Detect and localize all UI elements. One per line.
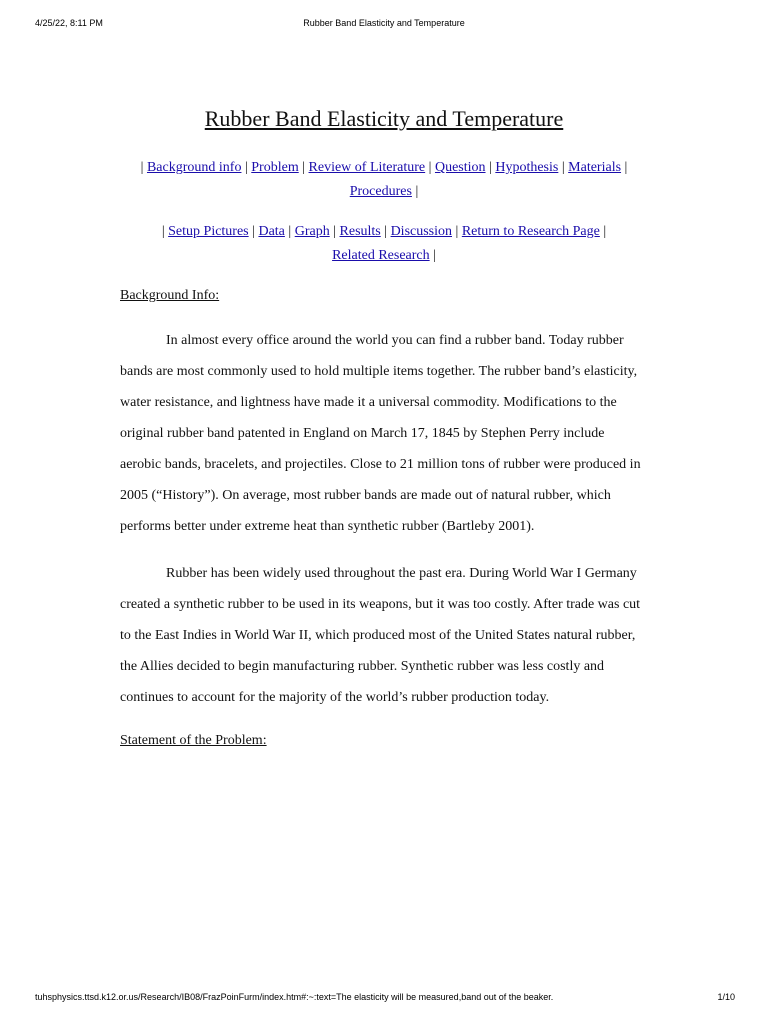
nav-link-problem[interactable]: Problem [251,160,299,175]
nav-link-materials[interactable]: Materials [568,160,622,175]
nav-link-review-of-literature[interactable]: Review of Literature [308,160,426,175]
nav-separator: | [433,248,436,263]
print-url: tuhsphysics.ttsd.k12.or.us/Research/IB08/FrazPoinFurm/index.htm#:~:text=The elasticity will be measured,band out of the beaker. [35,992,554,1002]
nav-separator: | [288,224,292,239]
nav-link-procedures[interactable]: Procedures [349,184,412,199]
nav-separator: | [603,224,607,239]
nav-separator: | [244,160,248,175]
paragraph-background-2: Rubber has been widely used throughout the past era. During World War I Germany created a synthetic rubber to be used in its weapons, but it was too costly. After trade was cut to the East Indies in World War II, which produced most of the United States natural rubber, the Allies decided to begin manufacturing rubber. Synthetic rubber was less costly and continues to account for the majority of the world’s rubber production today. [120,566,641,705]
nav-link-results[interactable]: Results [339,224,381,239]
page-title: Rubber Band Elasticity and Temperature [204,106,564,131]
nav-separator: | [140,160,144,175]
nav-link-graph[interactable]: Graph [294,224,330,239]
nav-link-setup-pictures[interactable]: Setup Pictures [168,224,249,239]
nav-separator: | [252,224,255,239]
nav-link-question[interactable]: Question [434,160,486,175]
nav-link-discussion[interactable]: Discussion [390,224,453,239]
section-heading-statement-of-problem: Statement of the Problem: [120,733,267,748]
nav-link-background-info[interactable]: Background info [146,160,242,175]
nav-separator: | [624,160,628,175]
nav-row-1 [120,156,648,204]
nav-separator: | [415,184,419,199]
nav-separator: | [428,160,432,175]
page-content [120,96,648,751]
nav-separator: | [302,160,306,175]
nav-link-return-to-research-page[interactable]: Return to Research Page [461,224,600,239]
nav-separator: | [333,224,337,239]
print-datetime: 4/25/22, 8:11 PM [35,18,103,28]
paragraph-background-1: In almost every office around the world you can find a rubber band. Today rubber bands are most commonly used to hold multiple items together. The rubber band’s elasticity, water resistance, and lightness have made it a universal commodity. Modifications to the original rubber band patented in England on March 17, 1845 by Stephen Perry include aerobic bands, bracelets, and projectiles. Close to 21 million tons of rubber were produced in 2005 (“History”). On average, most rubber bands are made out of natural rubber, which performs better under extreme heat than synthetic rubber (Bartleby 2001). [120,333,641,534]
section-heading-background-info: Background Info: [120,288,220,303]
print-footer [0,992,768,1006]
nav-link-hypothesis[interactable]: Hypothesis [495,160,559,175]
nav-separator: | [489,160,492,175]
nav-link-data[interactable]: Data [258,224,285,239]
nav-separator: | [384,224,388,239]
print-page-number: 1/10 [717,992,735,1002]
print-title: Rubber Band Elasticity and Temperature [303,18,465,28]
print-header [0,18,768,32]
nav-link-related-research[interactable]: Related Research [332,248,430,263]
nav-separator: | [161,224,165,239]
nav-separator: | [561,160,565,175]
nav-separator: | [455,224,459,239]
nav-row-2 [120,220,648,268]
